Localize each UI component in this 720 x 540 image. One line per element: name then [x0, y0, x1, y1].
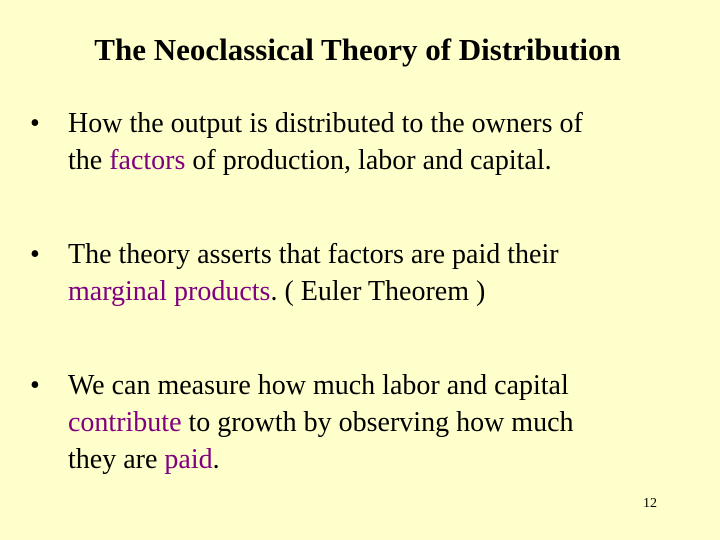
bullet-icon: • [30, 370, 40, 401]
page-number: 12 [643, 496, 657, 511]
bullet-text [68, 236, 698, 310]
highlight-factors: factors [109, 145, 186, 176]
bullet-line-1: We can measure how much labor and capital [68, 370, 569, 401]
bullet-line-1: How the output is distributed to the owners of [68, 108, 583, 139]
highlight-marginal-products: marginal products [68, 276, 271, 307]
bullet-text [68, 367, 698, 478]
bullet-line-2-post: to growth by observing how much [181, 407, 574, 438]
bullet-icon: • [30, 239, 40, 270]
bullet-line-2-pre: the [68, 145, 110, 176]
bullet-line-3-pre: they are [68, 444, 165, 475]
highlight-contribute: contribute [68, 407, 182, 438]
bullet-line-2-post: . ( Euler Theorem ) [270, 276, 486, 307]
bullet-icon: • [30, 108, 40, 139]
bullet-text [68, 105, 698, 179]
bullet-line-1: The theory asserts that factors are paid their [68, 239, 559, 270]
slide-title: The Neoclassical Theory of Distribution [94, 32, 621, 67]
bullet-line-2-post: of production, labor and capital. [185, 145, 552, 176]
highlight-paid: paid [164, 444, 213, 475]
bullet-line-3-post: . [212, 444, 220, 475]
